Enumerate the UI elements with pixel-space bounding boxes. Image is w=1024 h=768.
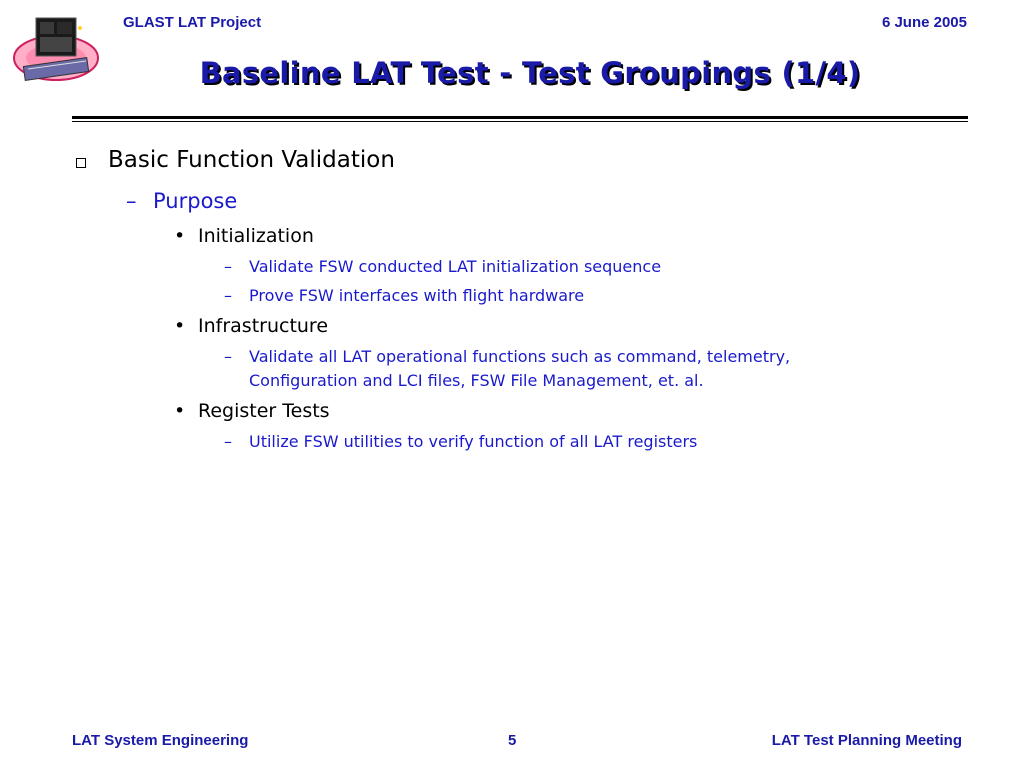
level1-heading: Basic Function Validation xyxy=(108,147,395,173)
footer-right: LAT Test Planning Meeting xyxy=(771,732,962,749)
square-bullet-icon xyxy=(76,158,86,168)
dash-bullet: – xyxy=(224,347,232,366)
dash-bullet: – xyxy=(224,432,232,451)
slide-title: Baseline LAT Test - Test Groupings (1/4) xyxy=(199,56,861,90)
item-infrastructure: Infrastructure xyxy=(198,315,329,337)
bullet-dot: • xyxy=(174,225,186,247)
level2-purpose: Purpose xyxy=(153,189,238,213)
title-rule-thin xyxy=(72,121,968,122)
title-rule-thick xyxy=(72,116,968,119)
initialization-detail-2: Prove FSW interfaces with flight hardware xyxy=(249,286,585,305)
footer-left: LAT System Engineering xyxy=(72,732,249,749)
infrastructure-detail-1b: Configuration and LCI files, FSW File Management, et. al. xyxy=(249,371,704,390)
header-project: GLAST LAT Project xyxy=(123,14,262,31)
item-initialization: Initialization xyxy=(198,225,314,247)
bullet-dot: • xyxy=(174,315,186,337)
level2-dash: – xyxy=(126,189,137,213)
register-detail-1: Utilize FSW utilities to verify function of all LAT registers xyxy=(249,432,698,451)
infrastructure-detail-1a: Validate all LAT operational functions such as command, telemetry, xyxy=(249,347,791,366)
dash-bullet: – xyxy=(224,286,232,305)
item-register-tests: Register Tests xyxy=(198,400,330,422)
bullet-dot: • xyxy=(174,400,186,422)
dash-bullet: – xyxy=(224,257,232,276)
initialization-detail-1: Validate FSW conducted LAT initialization sequence xyxy=(249,257,662,276)
page-number: 5 xyxy=(508,732,517,749)
header-date: 6 June 2005 xyxy=(881,14,967,31)
